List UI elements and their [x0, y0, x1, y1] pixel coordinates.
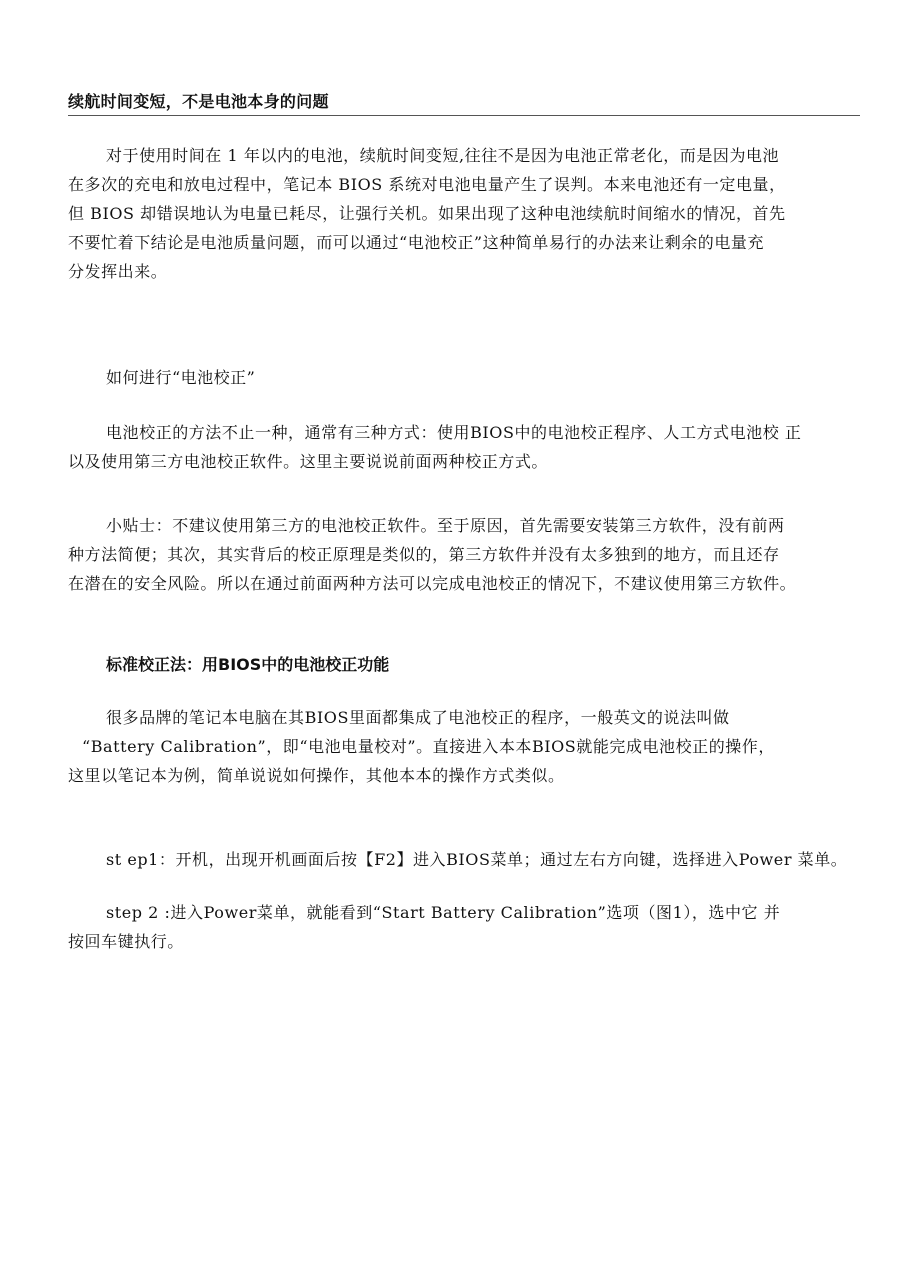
paragraph-bios-calibration: [68, 703, 862, 790]
section-heading-standard: 标准校正法：用BIOS中的电池校正功能: [106, 655, 390, 674]
paragraph-line: 以及使用第三方电池校正软件。这里主要说说前面两种校正方式。: [68, 452, 548, 471]
paragraph-line: 不要忙着下结论是电池质量问题，而可以通过“电池校正”这种简单易行的办法来让剩余的电量充: [68, 233, 765, 252]
section-heading-how: 如何进行“电池校正”: [106, 368, 256, 387]
paragraph-step2: [68, 898, 862, 956]
paragraph-line: 按回车键执行。: [68, 932, 184, 951]
paragraph-line: 种方法简便；其次，其实背后的校正原理是类似的，第三方软件并没有太多独到的地方，而且还存: [68, 545, 780, 564]
paragraph-tip: [68, 511, 862, 598]
paragraph-line: 很多品牌的笔记本电脑在其BIOS里面都集成了电池校正的程序，一般英文的说法叫做: [106, 708, 730, 727]
paragraph-line: “Battery Calibration”，即“电池电量校对”。直接进入本本BIOS就能完成电池校正的操作，: [82, 737, 775, 756]
title-underline: [68, 115, 860, 116]
paragraph-line: 小贴士：不建议使用第三方的电池校正软件。至于原因，首先需要安装第三方软件，没有前两: [106, 516, 785, 535]
paragraph-methods: [68, 418, 862, 476]
paragraph-line: step 2 :进入Power菜单，就能看到“Start Battery Calibration”选项（图1），选中它 并: [106, 903, 781, 922]
paragraph-line: 分发挥出来。: [68, 262, 168, 281]
paragraph-line: 但 BIOS 却错误地认为电量已耗尽，让强行关机。如果出现了这种电池续航时间缩水的情况，首先: [68, 204, 786, 223]
paragraph-line: st ep1：开机，出现开机画面后按【F2】进入BIOS菜单；通过左右方向键，选择进入Power 菜单。: [106, 850, 848, 869]
document-title: 续航时间变短，不是电池本身的问题: [68, 92, 329, 111]
paragraph-line: 对于使用时间在 1 年以内的电池，续航时间变短,往往不是因为电池正常老化，而是因为电池: [106, 146, 780, 165]
paragraph-step1: [68, 845, 862, 874]
paragraph-line: 在潜在的安全风险。所以在通过前面两种方法可以完成电池校正的情况下，不建议使用第三方软件。: [68, 574, 797, 593]
paragraph-intro: [68, 141, 862, 286]
paragraph-line: 这里以笔记本为例，简单说说如何操作，其他本本的操作方式类似。: [68, 766, 565, 785]
paragraph-line: 电池校正的方法不止一种，通常有三种方式：使用BIOS中的电池校正程序、人工方式电池校 正: [106, 423, 802, 442]
paragraph-line: 在多次的充电和放电过程中，笔记本 BIOS 系统对电池电量产生了误判。本来电池还有一定电量，: [68, 175, 786, 194]
